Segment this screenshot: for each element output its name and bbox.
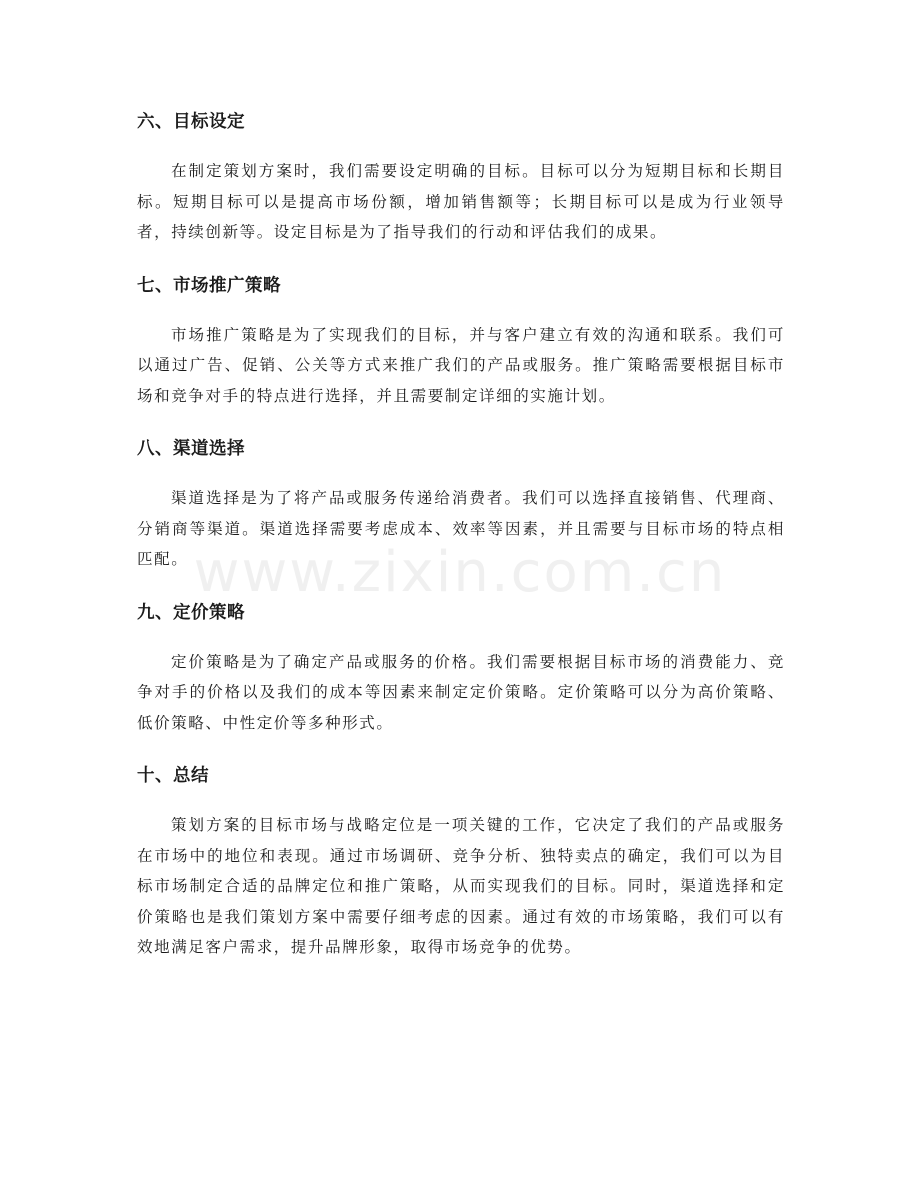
section-heading: 八、渠道选择 xyxy=(137,439,245,459)
section-paragraph: 在制定策划方案时，我们需要设定明确的目标。目标可以分为短期目标和长期目标。短期目标可以是提高市场份额，增加销售额等；长期目标可以是成为行业领导者，持续创新等。设定目标是为了指导我们的行动和评估我们的成果。 xyxy=(137,162,785,241)
document-content xyxy=(137,106,785,985)
section-goal-setting xyxy=(137,106,785,248)
section-channel-selection xyxy=(137,433,785,575)
section-paragraph: 定价策略是为了确定产品或服务的价格。我们需要根据目标市场的消费能力、竞争对手的价格以及我们的成本等因素来制定定价策略。定价策略可以分为高价策略、低价策略、中性定价等多种形式。 xyxy=(137,652,785,732)
section-summary xyxy=(137,760,785,963)
section-pricing-strategy xyxy=(137,597,785,739)
section-heading: 七、市场推广策略 xyxy=(137,275,281,296)
section-heading: 十、总结 xyxy=(137,766,209,786)
section-marketing-strategy xyxy=(137,270,785,412)
watermark: www.zixin.com.cn xyxy=(193,540,727,605)
section-paragraph: 市场推广策略是为了实现我们的目标，并与客户建立有效的沟通和联系。我们可以通过广告、促销、公关等方式来推广我们的产品或服务。推广策略需要根据目标市场和竞争对手的特点进行选择，并且需要制定详细的实施计划。 xyxy=(137,325,785,405)
section-paragraph: 策划方案的目标市场与战略定位是一项关键的工作，它决定了我们的产品或服务在市场中的地位和表现。通过市场调研、竞争分析、独特卖点的确定，我们可以为目标市场制定合适的品牌定位和推广策略，从而实现我们的目标。同时，渠道选择和定价策略也是我们策划方案中需要仔细考虑的因素。通过有效的市场策略，我们可以有效地满足客户需求，提升品牌形象，取得市场竞争的优势。 xyxy=(137,816,785,956)
section-heading: 九、定价策略 xyxy=(137,602,245,623)
section-heading: 六、目标设定 xyxy=(137,112,245,132)
section-paragraph: 渠道选择是为了将产品或服务传递给消费者。我们可以选择直接销售、代理商、分销商等渠道。渠道选择需要考虑成本、效率等因素，并且需要与目标市场的特点相匹配。 xyxy=(137,489,785,568)
